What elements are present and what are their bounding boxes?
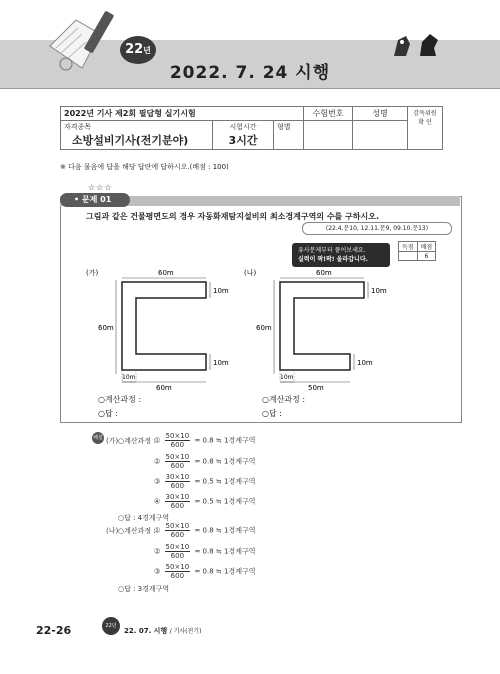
hint-tooltip <box>292 243 390 267</box>
dim-bottom-small: 10m <box>122 374 136 381</box>
solution-ga-answer: ○답 : 4경계구역 <box>118 514 170 522</box>
time-cell <box>213 121 274 150</box>
time-label: 시험시간 <box>229 123 257 131</box>
solution-na-calc-label: ○계산과정 : <box>118 527 156 535</box>
fraction <box>165 493 191 510</box>
footer-text: 22. 07. 시행 <box>124 627 168 635</box>
step-number: ② <box>154 457 161 466</box>
denominator: 600 <box>170 502 185 510</box>
step-number: ② <box>154 547 161 556</box>
step-number: ① <box>154 436 161 445</box>
numerator: 50×10 <box>165 543 190 551</box>
solution-na-step <box>154 563 255 580</box>
time-value: 3시간 <box>228 134 258 147</box>
solution-ga-label: (가) <box>106 437 119 445</box>
dim-right-bottom: 10m <box>213 359 229 367</box>
solution-na-step <box>154 543 255 560</box>
step-result: = 0.8 ≒ 1경계구역 <box>194 457 256 466</box>
hint-line-2: 실력이 팍!팍! 올라갑니다. <box>298 256 368 263</box>
footer-year-badge: 22년 <box>102 617 120 635</box>
figure-label: (가) <box>86 269 99 277</box>
solution-ga-step <box>154 453 255 470</box>
subject-value: 소방설비기사(전기분야) <box>72 134 189 147</box>
floorplan-figure-ga <box>80 266 246 392</box>
dim-bottom: 50m <box>308 384 324 392</box>
footer-subtext: / 기사(전기) <box>169 628 202 635</box>
hint-line-1: 유사문제부터 풀어보세요. <box>298 247 366 254</box>
step-result: = 0.8 ≒ 1경계구역 <box>194 547 256 556</box>
subject-label: 자격종목 <box>64 123 92 131</box>
score-header-earned: 득점 <box>399 242 418 252</box>
dim-bottom: 60m <box>156 384 172 392</box>
denominator: 600 <box>170 552 185 560</box>
numerator: 50×10 <box>165 432 190 440</box>
exam-number-label: 수험번호 <box>304 107 353 121</box>
floorplan-figure-na <box>238 266 404 392</box>
score-header-total: 배점 <box>417 242 436 252</box>
dim-right-top: 10m <box>213 287 229 295</box>
c-shape-building <box>280 282 364 370</box>
score-table <box>398 241 436 261</box>
solution-na-step <box>154 522 255 539</box>
solution-ga-step <box>154 493 255 510</box>
problem-question: 그림과 같은 건물평면도의 경우 자동화재탐지설비의 최소경계구역의 수를 구하시오. <box>86 212 380 221</box>
fraction <box>165 563 191 580</box>
page-number: 22-26 <box>36 624 72 637</box>
exam-title: 2022년 기사 제2회 필답형 실기시험 <box>61 107 304 121</box>
fraction <box>165 473 191 490</box>
step-result: = 0.5 ≒ 1경계구역 <box>194 477 256 486</box>
step-result: = 0.8 ≒ 1경계구역 <box>194 526 256 535</box>
fraction <box>165 432 191 449</box>
answer-label-ga: ○답 : <box>98 409 118 418</box>
exam-info-table <box>60 106 443 150</box>
instruction-text: ※ 다음 물음에 답을 해당 답란에 답하시오.(배점 : 100) <box>60 163 229 171</box>
dim-left: 60m <box>256 324 272 332</box>
score-earned <box>399 252 418 261</box>
numerator: 50×10 <box>165 453 190 461</box>
footer-exam-date <box>124 626 201 636</box>
problem-tag: • 문제 01 <box>60 193 130 207</box>
name-value <box>353 121 408 150</box>
dim-left: 60m <box>98 324 114 332</box>
step-number: ④ <box>154 497 161 506</box>
numerator: 30×10 <box>165 473 190 481</box>
dim-bottom-small: 10m <box>280 374 294 381</box>
denominator: 600 <box>170 462 185 470</box>
fraction <box>165 543 191 560</box>
year-badge: 22년 <box>120 36 156 64</box>
score-total: 6 <box>417 252 436 261</box>
denominator: 600 <box>170 482 185 490</box>
solution-na-label: (나) <box>106 527 119 535</box>
related-problems-ref: (22.4.문10, 12.11.문9, 09.10.문13) <box>302 222 452 235</box>
dim-top: 60m <box>316 269 332 277</box>
subject-cell <box>61 121 213 150</box>
type-label: 형별 <box>274 121 304 150</box>
c-shape-building <box>122 282 206 370</box>
solution-ga-step <box>154 432 255 449</box>
numerator: 50×10 <box>165 522 190 530</box>
dim-right-bottom: 10m <box>357 359 373 367</box>
denominator: 600 <box>170 531 185 539</box>
solution-ga-step <box>154 473 255 490</box>
solution-ga-calc-label: ○계산과정 : <box>118 437 156 445</box>
step-result: = 0.8 ≒ 1경계구역 <box>194 436 256 445</box>
answer-label-na: ○답 : <box>262 409 282 418</box>
chess-pieces-illustration <box>386 30 448 60</box>
dim-right-top: 10m <box>371 287 387 295</box>
solution-na-answer: ○답 : 3경계구역 <box>118 585 170 593</box>
step-number: ③ <box>154 567 161 576</box>
step-result: = 0.8 ≒ 1경계구역 <box>194 567 256 576</box>
fraction <box>165 522 191 539</box>
solution-marker: 해설 <box>92 432 104 444</box>
step-result: = 0.5 ≒ 1경계구역 <box>194 497 256 506</box>
numerator: 30×10 <box>165 493 190 501</box>
denominator: 600 <box>170 441 185 449</box>
numerator: 50×10 <box>165 563 190 571</box>
denominator: 600 <box>170 572 185 580</box>
calc-process-label-ga: ○계산과정 : <box>98 395 142 404</box>
name-label: 성명 <box>353 107 408 121</box>
calc-process-label-na: ○계산과정 : <box>262 395 306 404</box>
fraction <box>165 453 191 470</box>
figure-label: (나) <box>244 269 257 277</box>
dim-top: 60m <box>158 269 174 277</box>
supervisor-confirm-label: 감독위원 확 인 <box>408 107 443 150</box>
step-number: ① <box>154 526 161 535</box>
exam-number-value <box>304 121 353 150</box>
step-number: ③ <box>154 477 161 486</box>
page-title: 2022. 7. 24 시행 <box>169 63 331 83</box>
difficulty-stars: ☆☆☆ <box>88 183 113 192</box>
